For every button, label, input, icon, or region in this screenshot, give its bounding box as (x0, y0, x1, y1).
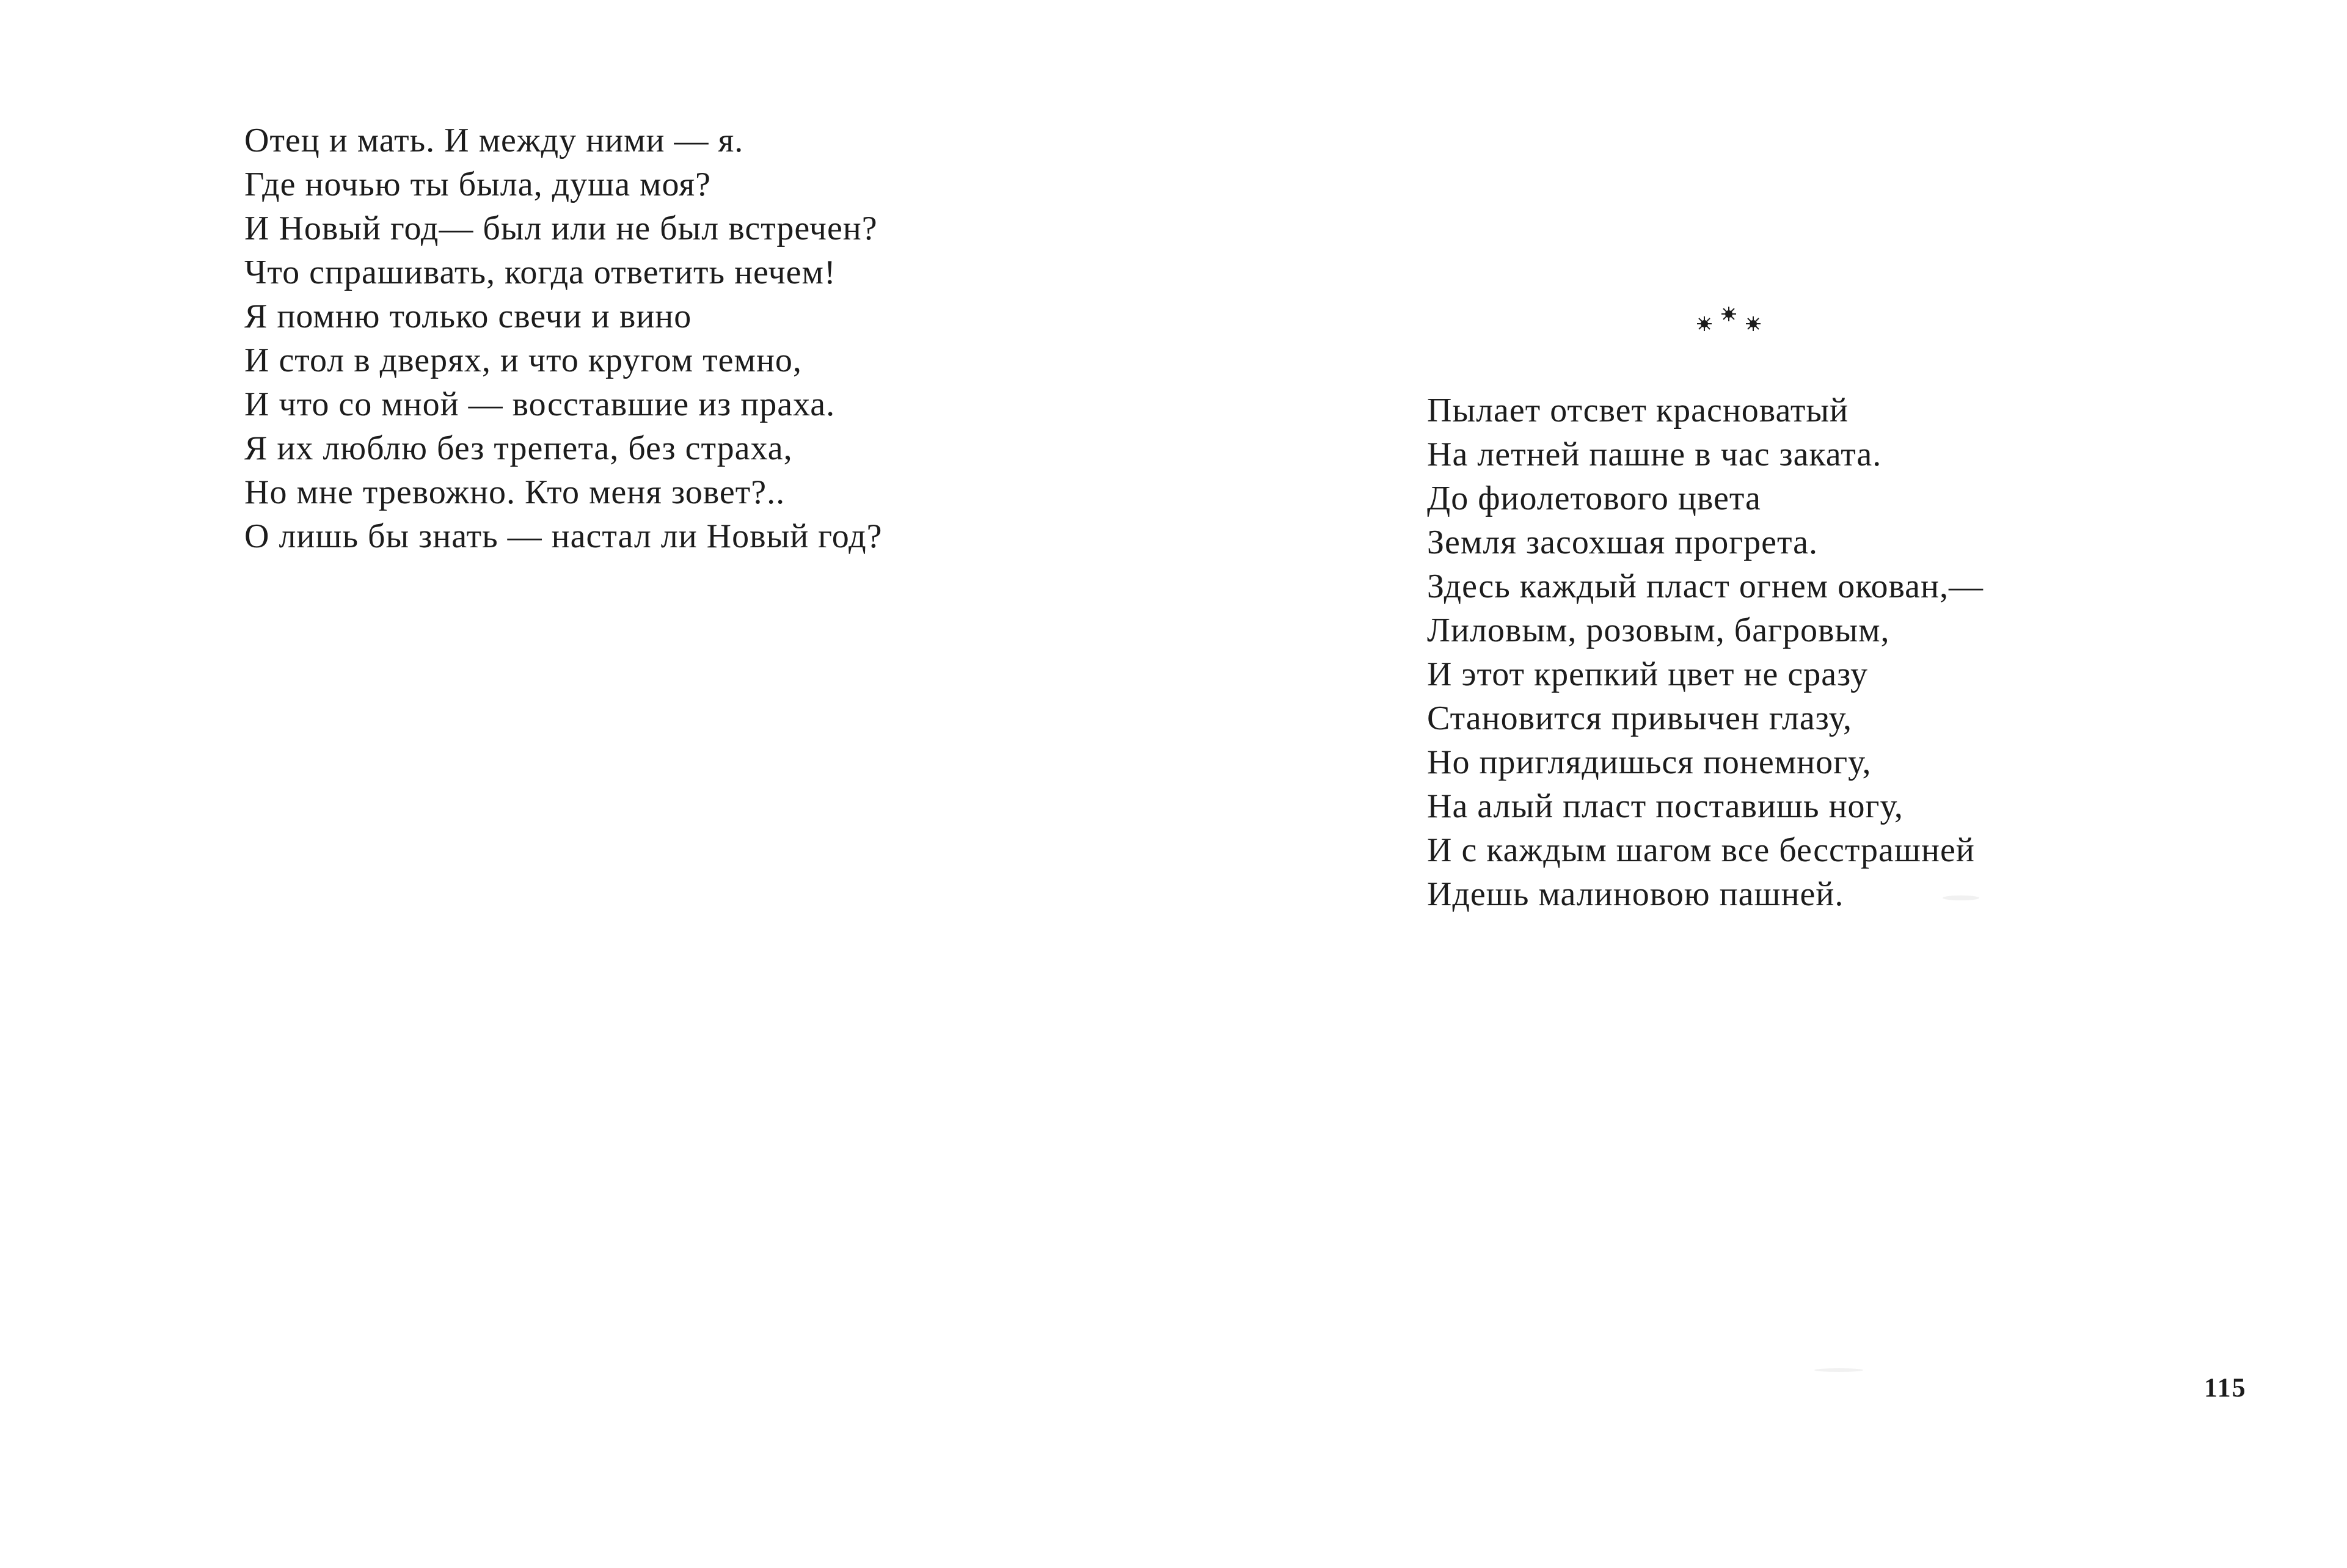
poem-line: И Новый год— был или не был встречен? (244, 210, 878, 247)
poem-line: Здесь каждый пласт огнем окован,— (1427, 567, 1984, 605)
poem-line: И этот крепкий цвет не сразу (1427, 655, 1869, 693)
poem-line: Пылает отсвет красноватый (1427, 392, 1849, 429)
poem-line: Я их люблю без трепета, без страха, (244, 429, 793, 467)
poem-line: Становится привычен глазу, (1427, 699, 1853, 737)
poem-line: Земля засохшая прогрета. (1427, 523, 1819, 561)
poem-line: И что со мной — восставшие из праха. (244, 385, 836, 423)
poem-line: Я помню только свечи и вино (244, 297, 692, 335)
poem-line: Лиловым, розовым, багровым, (1427, 611, 1890, 649)
poem-line: Что спрашивать, когда ответить нечем! (244, 253, 836, 291)
poem-line: О лишь бы знать — настал ли Новый год? (244, 517, 883, 555)
poem-line: Отец и мать. И между ними — я. (244, 122, 744, 159)
poem-line: Идешь малиновою пашней. (1427, 875, 1844, 913)
three-asterisks-ornament-icon (1686, 298, 1772, 341)
poem-line: Но приглядишься понемногу, (1427, 743, 1872, 781)
poem-line: Где ночью ты была, душа моя? (244, 166, 712, 203)
right-poem (1427, 388, 1984, 916)
left-poem (244, 119, 882, 558)
poem-line: До фиолетового цвета (1427, 480, 1761, 517)
poem-line: Но мне тревожно. Кто меня зовет?.. (244, 473, 786, 511)
poem-line: На алый пласт поставишь ногу, (1427, 787, 1904, 825)
poem-line: И стол в дверях, и что кругом темно, (244, 341, 802, 379)
poem-line: И с каждым шагом все бесстрашней (1427, 831, 1975, 869)
page-number: 115 (2204, 1373, 2247, 1402)
scan-smudge (1814, 1368, 1863, 1372)
poem-line: На летней пашне в час заката. (1427, 436, 1882, 473)
